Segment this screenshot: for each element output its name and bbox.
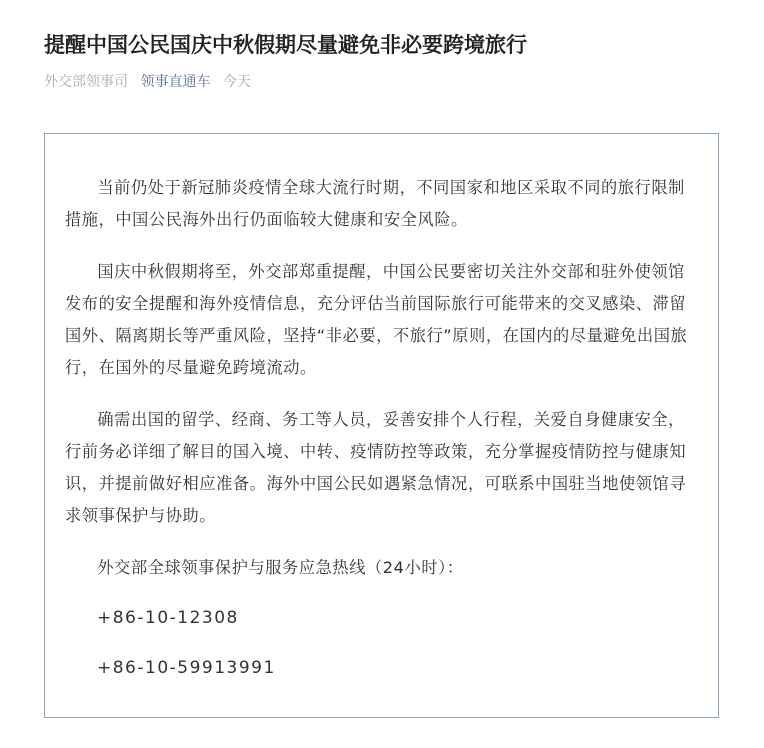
paragraph-reminder: 国庆中秋假期将至，外交部郑重提醒，中国公民要密切关注外交部和驻外使领馆发布的安全提醒和海外疫情信息，充分评估当前国际旅行可能带来的交叉感染、滞留国外、隔离期长等严重风险，坚持“非必要，不旅行”原则，在国内的尽量避免出国旅行，在国外的尽量避免跨境流动。 bbox=[65, 262, 688, 377]
hotline-phone-1: +86-10-12308 bbox=[97, 608, 239, 628]
paragraph-advice: 确需出国的留学、经商、务工等人员，妥善安排个人行程，关爱自身健康安全，行前务必详细了解目的国入境、中转、疫情防控等政策，充分掌握疫情防控与健康知识，并提前做好相应准备。海外中国公民如遇紧急情况，可联系中国驻当地使领馆寻求领事保护与协助。 bbox=[65, 410, 687, 525]
paragraph-intro: 当前仍处于新冠肺炎疫情全球大流行时期，不同国家和地区采取不同的旅行限制措施，中国公民海外出行仍面临较大健康和安全风险。 bbox=[65, 178, 685, 229]
author-name: 外交部领事司 bbox=[44, 74, 128, 90]
article-meta bbox=[44, 72, 259, 92]
hotline-phone-2: +86-10-59913991 bbox=[97, 658, 276, 678]
article-title: 提醒中国公民国庆中秋假期尽量避免非必要跨境旅行 bbox=[44, 33, 527, 57]
publish-time: 今天 bbox=[222, 74, 251, 90]
notice-box bbox=[44, 133, 719, 718]
hotline-label: 外交部全球领事保护与服务应急热线（24小时）： bbox=[97, 558, 464, 577]
account-link[interactable]: 领事直通车 bbox=[140, 74, 211, 90]
